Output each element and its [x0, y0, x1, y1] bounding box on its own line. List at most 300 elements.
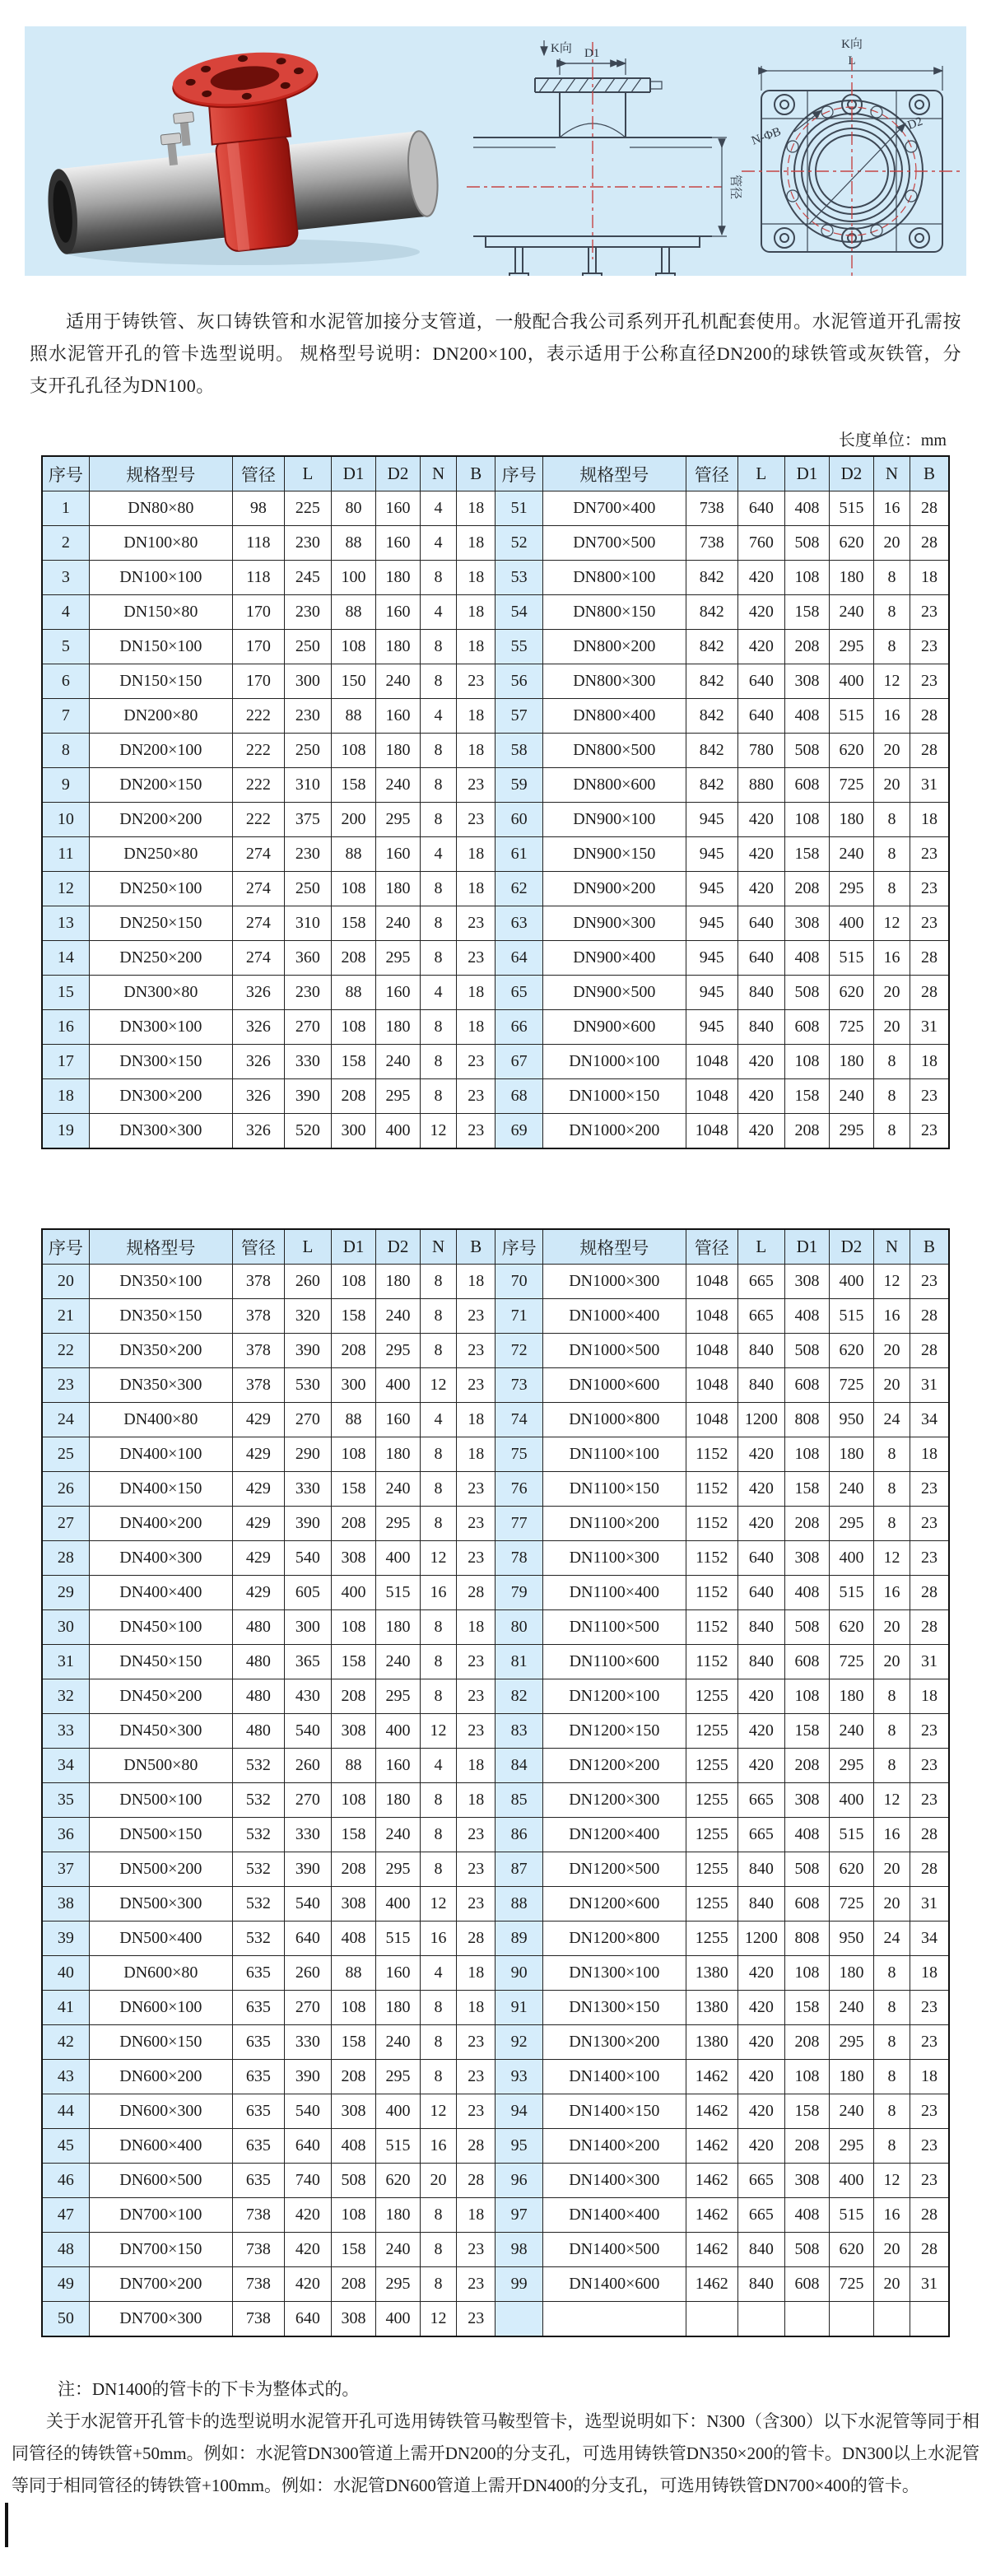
- spec-cell: 274: [232, 872, 284, 906]
- unit-label: 长度单位：mm: [838, 431, 947, 450]
- spec-cell: 16: [421, 1922, 457, 1956]
- spec-cell: 180: [376, 1610, 421, 1645]
- model-cell: DN900×300: [542, 906, 686, 941]
- model-cell: DN1000×800: [542, 1403, 686, 1437]
- table-row: [42, 1991, 949, 2025]
- column-header: 规格型号: [542, 1229, 686, 1265]
- spec-cell: 28: [910, 1576, 949, 1610]
- spec-cell: 230: [284, 976, 331, 1010]
- table-row: [42, 976, 949, 1010]
- spec-cell: 840: [737, 2233, 784, 2267]
- row-index-cell: 39: [42, 1922, 89, 1956]
- table-row: [42, 1541, 949, 1576]
- model-cell: DN400×400: [89, 1576, 232, 1610]
- row-index-cell: 68: [496, 1079, 542, 1114]
- row-index-cell: 18: [42, 1079, 89, 1114]
- row-index-cell: 49: [42, 2267, 89, 2302]
- spec-cell: 18: [457, 837, 496, 872]
- spec-cell: [784, 2302, 829, 2337]
- table-row: [42, 906, 949, 941]
- spec-cell: 308: [332, 2302, 376, 2337]
- model-cell: DN1200×800: [542, 1922, 686, 1956]
- row-index-cell: 66: [496, 1010, 542, 1045]
- spec-cell: 725: [829, 1645, 873, 1679]
- spec-cell: 608: [784, 1010, 829, 1045]
- model-cell: DN200×80: [89, 699, 232, 734]
- row-index-cell: 99: [496, 2267, 542, 2302]
- spec-cell: 640: [737, 699, 784, 734]
- spec-cell: 12: [421, 2302, 457, 2337]
- spec-cell: 390: [284, 1507, 331, 1541]
- spec-cell: 23: [457, 2094, 496, 2129]
- spec-cell: 515: [829, 699, 873, 734]
- column-header: D1: [332, 1229, 376, 1265]
- spec-cell: 222: [232, 768, 284, 803]
- table-row: [42, 491, 949, 526]
- spec-cell: 808: [784, 1922, 829, 1956]
- spec-cell: 34: [910, 1922, 949, 1956]
- spec-cell: 330: [284, 1045, 331, 1079]
- spec-cell: 738: [232, 2198, 284, 2233]
- spec-cell: 515: [829, 1299, 873, 1334]
- spec-cell: 1255: [686, 1887, 737, 1922]
- spec-cell: 23: [457, 1818, 496, 1852]
- table-row: [42, 1079, 949, 1114]
- model-cell: DN80×80: [89, 491, 232, 526]
- spec-cell: 208: [784, 1507, 829, 1541]
- spec-cell: 620: [829, 2233, 873, 2267]
- spec-cell: 20: [873, 1010, 910, 1045]
- column-header: D2: [829, 456, 873, 491]
- table-row: [42, 526, 949, 561]
- spec-cell: 16: [873, 699, 910, 734]
- spec-cell: 31: [910, 1010, 949, 1045]
- spec-cell: 842: [686, 664, 737, 699]
- spec-cell: 945: [686, 803, 737, 837]
- table-row: [42, 1472, 949, 1507]
- spec-cell: 945: [686, 906, 737, 941]
- spec-cell: 738: [686, 491, 737, 526]
- spec-cell: 23: [457, 1368, 496, 1403]
- spec-cell: 635: [232, 1991, 284, 2025]
- spec-cell: 28: [910, 1818, 949, 1852]
- spec-cell: 640: [284, 2129, 331, 2164]
- spec-cell: 23: [457, 803, 496, 837]
- spec-cell: 28: [910, 941, 949, 976]
- spec-cell: 295: [376, 1852, 421, 1887]
- spec-cell: 300: [284, 664, 331, 699]
- spec-cell: 608: [784, 2267, 829, 2302]
- spec-cell: 230: [284, 837, 331, 872]
- spec-cell: 18: [910, 1679, 949, 1714]
- spec-cell: 20: [421, 2164, 457, 2198]
- spec-cell: 8: [421, 1991, 457, 2025]
- spec-cell: 16: [421, 1576, 457, 1610]
- row-index-cell: 17: [42, 1045, 89, 1079]
- spec-cell: 430: [284, 1679, 331, 1714]
- spec-cell: 8: [873, 630, 910, 664]
- spec-cell: 1048: [686, 1403, 737, 1437]
- spec-cell: 640: [737, 1541, 784, 1576]
- column-header: 序号: [42, 1229, 89, 1265]
- spec-cell: 18: [910, 561, 949, 595]
- spec-cell: 300: [332, 1114, 376, 1149]
- spec-cell: 4: [421, 491, 457, 526]
- spec-cell: 620: [829, 1610, 873, 1645]
- spec-cell: 8: [421, 2198, 457, 2233]
- table-row: [42, 768, 949, 803]
- spec-cell: 8: [421, 1783, 457, 1818]
- row-index-cell: 22: [42, 1334, 89, 1368]
- spec-cell: 840: [737, 1887, 784, 1922]
- column-header: B: [457, 456, 496, 491]
- column-header: 规格型号: [89, 456, 232, 491]
- model-cell: DN400×100: [89, 1437, 232, 1472]
- model-cell: DN1400×300: [542, 2164, 686, 2198]
- model-cell: DN100×100: [89, 561, 232, 595]
- spec-cell: 1152: [686, 1541, 737, 1576]
- row-index-cell: 80: [496, 1610, 542, 1645]
- spec-cell: 635: [232, 2094, 284, 2129]
- spec-cell: 608: [784, 1887, 829, 1922]
- model-cell: DN350×100: [89, 1265, 232, 1299]
- model-cell: DN450×150: [89, 1645, 232, 1679]
- spec-cell: 23: [457, 1887, 496, 1922]
- product-banner: [25, 26, 966, 276]
- spec-cell: 158: [332, 1045, 376, 1079]
- spec-cell: 28: [457, 2164, 496, 2198]
- spec-cell: 23: [457, 1334, 496, 1368]
- column-header: B: [910, 1229, 949, 1265]
- spec-cell: 240: [829, 1079, 873, 1114]
- table-row: [42, 1679, 949, 1714]
- spec-cell: 1462: [686, 2060, 737, 2094]
- spec-cell: 108: [332, 1991, 376, 2025]
- spec-cell: 8: [873, 1437, 910, 1472]
- spec-cell: [737, 2302, 784, 2337]
- spec-cell: 150: [332, 664, 376, 699]
- spec-cell: 250: [284, 630, 331, 664]
- spec-cell: 842: [686, 561, 737, 595]
- model-cell: DN250×100: [89, 872, 232, 906]
- table-row: [42, 1852, 949, 1887]
- row-index-cell: 64: [496, 941, 542, 976]
- spec-cell: 420: [737, 1679, 784, 1714]
- spec-cell: [910, 2302, 949, 2337]
- spec-cell: 160: [376, 526, 421, 561]
- end-d2-label: D2: [905, 114, 925, 133]
- row-index-cell: 5: [42, 630, 89, 664]
- spec-cell: 429: [232, 1437, 284, 1472]
- table-row: [42, 941, 949, 976]
- spec-cell: 308: [784, 2164, 829, 2198]
- side-pipedia-label: 管径: [728, 174, 742, 200]
- spec-cell: 532: [232, 1783, 284, 1818]
- column-header: D1: [784, 456, 829, 491]
- spec-cell: 608: [784, 1368, 829, 1403]
- spec-cell: 295: [376, 2060, 421, 2094]
- spec-cell: 308: [332, 1714, 376, 1749]
- table-row: [42, 1403, 949, 1437]
- spec-cell: 520: [284, 1114, 331, 1149]
- spec-cell: 420: [737, 1472, 784, 1507]
- model-cell: DN1400×500: [542, 2233, 686, 2267]
- spec-cell: 98: [232, 491, 284, 526]
- spec-cell: 308: [332, 1541, 376, 1576]
- spec-cell: 18: [457, 1010, 496, 1045]
- spec-cell: 375: [284, 803, 331, 837]
- spec-cell: 240: [829, 2094, 873, 2129]
- end-k-label: K向: [841, 38, 863, 51]
- spec-cell: 540: [284, 2094, 331, 2129]
- spec-cell: 840: [737, 1645, 784, 1679]
- spec-cell: 378: [232, 1299, 284, 1334]
- spec-cell: 326: [232, 976, 284, 1010]
- spec-cell: 840: [737, 1610, 784, 1645]
- spec-cell: 31: [910, 2267, 949, 2302]
- spec-cell: 1255: [686, 1783, 737, 1818]
- spec-cell: 840: [737, 1010, 784, 1045]
- spec-cell: 160: [376, 976, 421, 1010]
- spec-cell: 310: [284, 768, 331, 803]
- spec-cell: 620: [829, 1334, 873, 1368]
- model-cell: DN1100×500: [542, 1610, 686, 1645]
- row-index-cell: 58: [496, 734, 542, 768]
- spec-cell: 640: [737, 941, 784, 976]
- spec-cell: [829, 2302, 873, 2337]
- spec-cell: 28: [910, 1299, 949, 1334]
- model-cell: DN1400×400: [542, 2198, 686, 2233]
- row-index-cell: 92: [496, 2025, 542, 2060]
- spec-cell: 16: [873, 2198, 910, 2233]
- spec-cell: 1380: [686, 2025, 737, 2060]
- spec-cell: 88: [332, 976, 376, 1010]
- spec-cell: 295: [829, 1114, 873, 1149]
- spec-cell: 300: [332, 1368, 376, 1403]
- spec-cell: 8: [421, 872, 457, 906]
- spec-cell: 18: [457, 561, 496, 595]
- spec-cell: 330: [284, 1472, 331, 1507]
- spec-cell: 28: [457, 1576, 496, 1610]
- spec-cell: 270: [284, 1991, 331, 2025]
- spec-cell: 28: [910, 699, 949, 734]
- spec-cell: 158: [332, 1645, 376, 1679]
- spec-cell: 295: [829, 1507, 873, 1541]
- table-row: [42, 2025, 949, 2060]
- spec-cell: 12: [873, 1783, 910, 1818]
- spec-cell: 180: [376, 1265, 421, 1299]
- row-index-cell: 70: [496, 1265, 542, 1299]
- spec-cell: 429: [232, 1541, 284, 1576]
- spec-cell: 8: [421, 1610, 457, 1645]
- spec-cell: 295: [376, 803, 421, 837]
- spec-cell: 420: [737, 1437, 784, 1472]
- spec-cell: 158: [332, 2233, 376, 2267]
- spec-cell: 18: [457, 1265, 496, 1299]
- spec-cell: 28: [910, 734, 949, 768]
- model-cell: DN900×200: [542, 872, 686, 906]
- model-cell: DN450×200: [89, 1679, 232, 1714]
- spec-cell: 208: [332, 1679, 376, 1714]
- row-index-cell: 45: [42, 2129, 89, 2164]
- model-cell: DN350×200: [89, 1334, 232, 1368]
- model-cell: DN1100×200: [542, 1507, 686, 1541]
- model-cell: DN800×400: [542, 699, 686, 734]
- spec-cell: 180: [376, 1783, 421, 1818]
- row-index-cell: 98: [496, 2233, 542, 2267]
- spec-cell: 20: [873, 2267, 910, 2302]
- spec-cell: 1152: [686, 1472, 737, 1507]
- spec-cell: 23: [457, 1114, 496, 1149]
- spec-cell: 18: [457, 1749, 496, 1783]
- spec-cell: 1255: [686, 1749, 737, 1783]
- model-cell: DN300×80: [89, 976, 232, 1010]
- column-header: N: [873, 1229, 910, 1265]
- spec-cell: 158: [784, 595, 829, 630]
- column-header: B: [910, 456, 949, 491]
- spec-cell: 4: [421, 595, 457, 630]
- row-index-cell: 97: [496, 2198, 542, 2233]
- model-cell: DN1000×100: [542, 1045, 686, 1079]
- spec-cell: 8: [873, 561, 910, 595]
- table-row: [42, 561, 949, 595]
- spec-cell: 1380: [686, 1991, 737, 2025]
- spec-cell: 23: [457, 2060, 496, 2094]
- spec-cell: 12: [873, 664, 910, 699]
- spec-cell: 8: [421, 1299, 457, 1334]
- spec-cell: 665: [737, 1265, 784, 1299]
- spec-cell: 420: [737, 1045, 784, 1079]
- column-header: B: [457, 1229, 496, 1265]
- model-cell: DN1400×150: [542, 2094, 686, 2129]
- row-index-cell: 24: [42, 1403, 89, 1437]
- spec-cell: 108: [784, 2060, 829, 2094]
- spec-cell: 240: [376, 1472, 421, 1507]
- spec-cell: 12: [421, 1114, 457, 1149]
- spec-cell: 158: [332, 1299, 376, 1334]
- spec-cell: 8: [421, 664, 457, 699]
- model-cell: DN300×150: [89, 1045, 232, 1079]
- model-cell: DN600×400: [89, 2129, 232, 2164]
- spec-cell: 308: [784, 1783, 829, 1818]
- spec-cell: 400: [332, 1576, 376, 1610]
- model-cell: DN100×80: [89, 526, 232, 561]
- column-header: 管径: [232, 456, 284, 491]
- column-header: L: [737, 1229, 784, 1265]
- spec-cell: 725: [829, 1010, 873, 1045]
- column-header: 规格型号: [89, 1229, 232, 1265]
- spec-cell: 840: [737, 2267, 784, 2302]
- row-index-cell: 96: [496, 2164, 542, 2198]
- spec-cell: 308: [332, 2094, 376, 2129]
- table-row: [42, 2129, 949, 2164]
- spec-cell: 24: [873, 1922, 910, 1956]
- model-cell: DN1000×500: [542, 1334, 686, 1368]
- model-cell: DN450×300: [89, 1714, 232, 1749]
- spec-cell: 1255: [686, 1922, 737, 1956]
- spec-cell: 8: [421, 1507, 457, 1541]
- spec-cell: 118: [232, 561, 284, 595]
- spec-cell: 180: [376, 734, 421, 768]
- column-header: 序号: [42, 456, 89, 491]
- spec-cell: 1462: [686, 2198, 737, 2233]
- spec-cell: 945: [686, 1010, 737, 1045]
- spec-cell: 508: [332, 2164, 376, 2198]
- column-header: N: [421, 1229, 457, 1265]
- table-row: [42, 1334, 949, 1368]
- spec-cell: 12: [421, 2094, 457, 2129]
- spec-cell: 8: [421, 941, 457, 976]
- spec-cell: 23: [457, 1852, 496, 1887]
- spec-cell: 8: [873, 1749, 910, 1783]
- spec-cell: 515: [829, 941, 873, 976]
- spec-cell: 635: [232, 2060, 284, 2094]
- table-row: [42, 1045, 949, 1079]
- spec-cell: 508: [784, 1852, 829, 1887]
- spec-cell: 208: [332, 2267, 376, 2302]
- model-cell: DN1000×400: [542, 1299, 686, 1334]
- model-cell: DN1400×600: [542, 2267, 686, 2302]
- row-index-cell: 55: [496, 630, 542, 664]
- spec-cell: 945: [686, 837, 737, 872]
- row-index-cell: 53: [496, 561, 542, 595]
- row-index-cell: 41: [42, 1991, 89, 2025]
- model-cell: DN700×300: [89, 2302, 232, 2337]
- spec-cell: 180: [829, 1045, 873, 1079]
- spec-cell: 12: [873, 2164, 910, 2198]
- spec-cell: 23: [457, 1045, 496, 1079]
- model-cell: DN1100×600: [542, 1645, 686, 1679]
- spec-cell: 23: [457, 664, 496, 699]
- row-index-cell: 89: [496, 1922, 542, 1956]
- spec-cell: 208: [784, 1749, 829, 1783]
- table-row: [42, 1818, 949, 1852]
- model-cell: DN900×500: [542, 976, 686, 1010]
- spec-cell: 18: [910, 2060, 949, 2094]
- spec-cell: 23: [910, 2094, 949, 2129]
- spec-cell: 8: [421, 1045, 457, 1079]
- spec-cell: 250: [284, 872, 331, 906]
- spec-cell: 23: [457, 2267, 496, 2302]
- spec-cell: 18: [910, 1045, 949, 1079]
- column-header: D2: [376, 456, 421, 491]
- spec-cell: 230: [284, 526, 331, 561]
- table-row: [42, 872, 949, 906]
- spec-cell: 620: [829, 734, 873, 768]
- row-index-cell: 36: [42, 1818, 89, 1852]
- spec-cell: 880: [737, 768, 784, 803]
- spec-cell: 1048: [686, 1079, 737, 1114]
- spec-cell: 608: [784, 768, 829, 803]
- row-index-cell: 91: [496, 1991, 542, 2025]
- model-cell: DN700×500: [542, 526, 686, 561]
- table-row: [42, 1576, 949, 1610]
- spec-cell: 18: [457, 1956, 496, 1991]
- model-cell: DN600×500: [89, 2164, 232, 2198]
- end-l-label: L: [848, 54, 856, 68]
- spec-cell: 1200: [737, 1922, 784, 1956]
- spec-cell: 18: [910, 1956, 949, 1991]
- spec-cell: 8: [421, 1679, 457, 1714]
- side-d1-label: D1: [584, 47, 600, 60]
- spec-cell: 605: [284, 1576, 331, 1610]
- row-index-cell: 35: [42, 1783, 89, 1818]
- model-cell: DN800×150: [542, 595, 686, 630]
- spec-cell: 378: [232, 1334, 284, 1368]
- row-index-cell: 88: [496, 1887, 542, 1922]
- model-cell: DN1000×300: [542, 1265, 686, 1299]
- table-row: [42, 1645, 949, 1679]
